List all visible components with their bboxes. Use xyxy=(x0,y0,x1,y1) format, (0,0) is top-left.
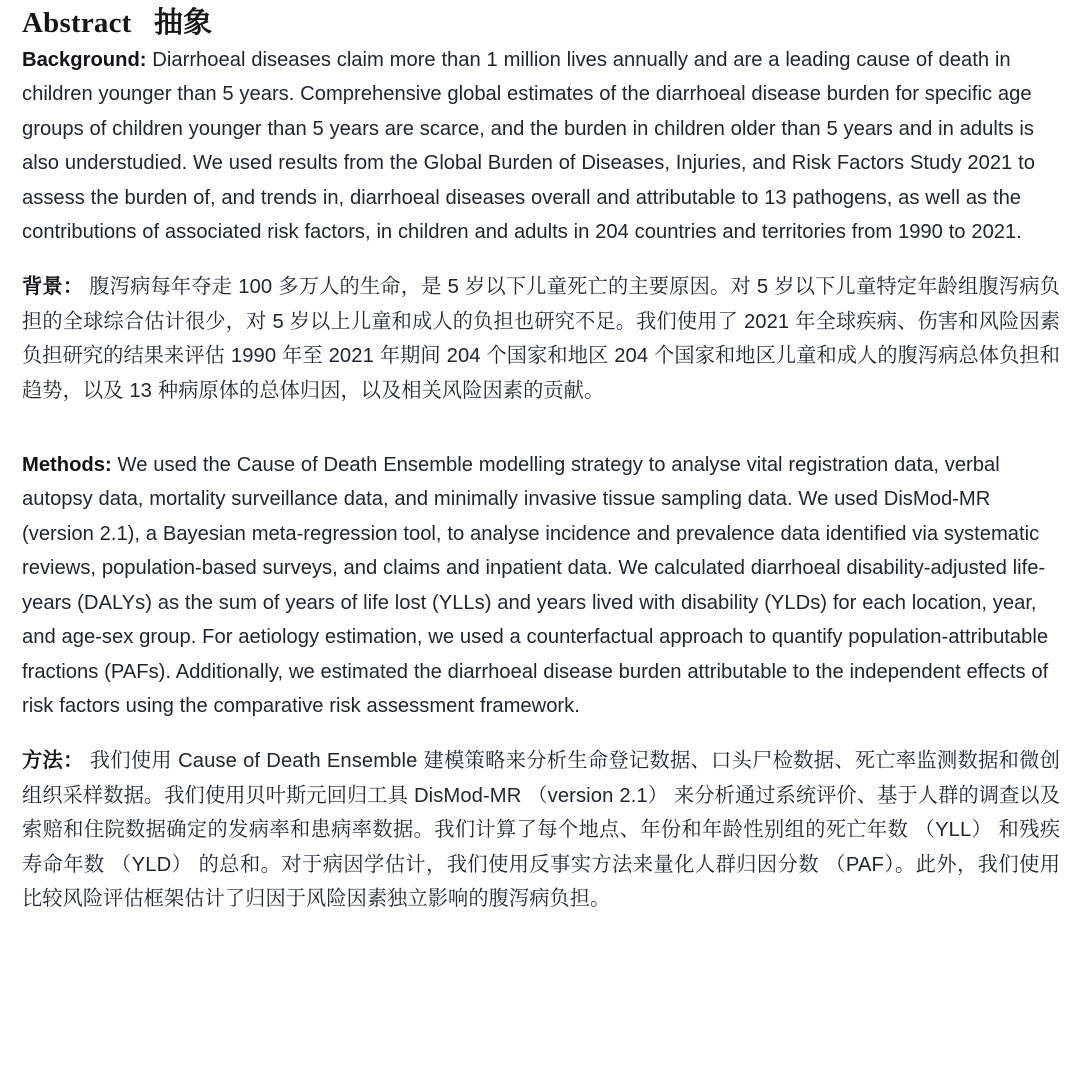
label-methods-zh: 方法： xyxy=(22,750,84,773)
label-background-en: Background: xyxy=(22,49,147,71)
body-methods-zh: 我们使用 Cause of Death Ensemble 建模策略来分析生命登记数据、口头尸检数据、死亡率监测数据和微创组织采样数据。我们使用贝叶斯元回归工具 DisMod-MR （version 2.1） 来分析通过系统评价、基于人群的调查以及索赔和住院数据确定的发病率和患病率数据。我们计算了每个地点、年份和年龄性别组的死亡年数 （YLL） 和残疾寿命年数 （YLD） 的总和。对于病因学估计，我们使用反事实方法来量化人群归因分数 （PAF）。此外，我们使用比较风险评估框架估计了归因于风险因素独立影响的腹泻病负担。 xyxy=(22,750,1060,910)
body-background-en: Diarrhoeal diseases claim more than 1 million lives annually and are a leading cause of death in children younger than 5 years. Comprehensive global estimates of the diarrhoeal disease burden for specific age groups of children younger than 5 years are scarce, and the burden in children older than 5 years and in adults is also understudied. We used results from the Global Burden of Diseases, Injuries, and Risk Factors Study 2021 to assess the burden of, and trends in, diarrhoeal diseases overall and attributable to 13 pathogens, as well as the contributions of associated risk factors, in children and adults in 204 countries and territories from 1990 to 2021. xyxy=(22,49,1035,244)
paragraph-background-en xyxy=(22,43,1060,249)
spacer-section xyxy=(22,408,1060,448)
spacer-methods xyxy=(22,723,1060,744)
label-background-zh: 背景： xyxy=(22,276,84,299)
label-methods-en: Methods: xyxy=(22,454,112,477)
abstract-page xyxy=(0,3,1080,1070)
paragraph-methods-en xyxy=(22,448,1060,723)
page-title: Abstract 抽象 xyxy=(22,7,213,39)
body-background-zh: 腹泻病每年夺走 100 多万人的生命，是 5 岁以下儿童死亡的主要原因。对 5 岁以下儿童特定年龄组腹泻病负担的全球综合估计很少，对 5 岁以上儿童和成人的负担也研究不足。我们使用了 2021 年全球疾病、伤害和风险因素负担研究的结果来评估 1990 年至 2021 年期间 204 个国家和地区 204 个国家和地区儿童和成人的腹泻病总体负担和趋势，以及 13 种病原体的总体归因，以及相关风险因素的贡献。 xyxy=(22,276,1060,402)
spacer-background xyxy=(22,249,1060,270)
paragraph-methods-zh xyxy=(22,744,1060,916)
body-methods-en: We used the Cause of Death Ensemble modelling strategy to analyse vital registration data, verbal autopsy data, mortality surveillance data, and minimally invasive tissue sampling data. We used DisMod-MR (version 2.1), a Bayesian meta-regression tool, to analyse incidence and prevalence data identified via systematic reviews, population-based surveys, and claims and inpatient data. We calculated diarrhoeal disability-adjusted life-years (DALYs) as the sum of years of life lost (YLLs) and years lived with disability (YLDs) for each location, year, and age-sex group. For aetiology estimation, we used a counterfactual approach to quantify population-attributable fractions (PAFs). Additionally, we estimated the diarrhoeal disease burden attributable to the independent effects of risk factors using the comparative risk assessment framework. xyxy=(22,454,1049,717)
paragraph-background-zh xyxy=(22,270,1060,408)
